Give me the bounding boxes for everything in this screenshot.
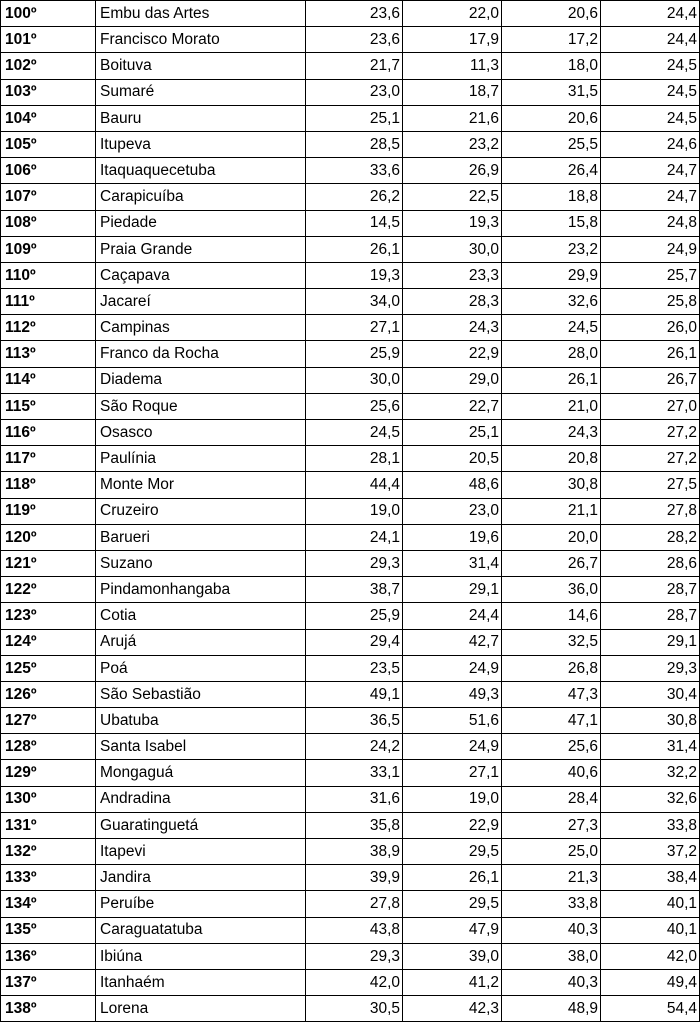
value-cell-1: 23,0	[306, 79, 403, 105]
value-cell-1: 39,9	[306, 865, 403, 891]
value-cell-1: 19,0	[306, 498, 403, 524]
table-row	[1, 472, 700, 498]
rank-cell: 110º	[1, 262, 96, 288]
value-cell-1: 43,8	[306, 917, 403, 943]
table-row	[1, 420, 700, 446]
value-cell-2: 22,9	[403, 812, 502, 838]
value-cell-4: 24,5	[601, 105, 700, 131]
value-cell-4: 31,4	[601, 734, 700, 760]
table-row	[1, 812, 700, 838]
rank-cell: 125º	[1, 655, 96, 681]
rank-cell: 113º	[1, 341, 96, 367]
table-row	[1, 577, 700, 603]
table-row	[1, 524, 700, 550]
rank-cell: 118º	[1, 472, 96, 498]
value-cell-1: 29,3	[306, 550, 403, 576]
city-name-cell: Itapevi	[96, 839, 306, 865]
value-cell-4: 30,8	[601, 708, 700, 734]
table-row	[1, 891, 700, 917]
value-cell-3: 26,8	[502, 655, 601, 681]
value-cell-1: 34,0	[306, 289, 403, 315]
value-cell-4: 28,6	[601, 550, 700, 576]
value-cell-2: 24,9	[403, 655, 502, 681]
rank-cell: 128º	[1, 734, 96, 760]
rank-cell: 114º	[1, 367, 96, 393]
value-cell-1: 19,3	[306, 262, 403, 288]
value-cell-4: 37,2	[601, 839, 700, 865]
value-cell-2: 39,0	[403, 943, 502, 969]
rank-cell: 112º	[1, 315, 96, 341]
value-cell-3: 32,5	[502, 629, 601, 655]
table-row	[1, 27, 700, 53]
value-cell-2: 42,7	[403, 629, 502, 655]
value-cell-2: 22,5	[403, 184, 502, 210]
value-cell-3: 21,3	[502, 865, 601, 891]
value-cell-1: 30,0	[306, 367, 403, 393]
value-cell-3: 28,4	[502, 786, 601, 812]
value-cell-1: 26,2	[306, 184, 403, 210]
table-row	[1, 917, 700, 943]
value-cell-4: 24,7	[601, 184, 700, 210]
value-cell-1: 23,6	[306, 27, 403, 53]
table-row	[1, 996, 700, 1022]
value-cell-2: 11,3	[403, 53, 502, 79]
table-row	[1, 865, 700, 891]
city-name-cell: Campinas	[96, 315, 306, 341]
value-cell-2: 48,6	[403, 472, 502, 498]
table-row	[1, 446, 700, 472]
value-cell-1: 29,3	[306, 943, 403, 969]
rank-cell: 111º	[1, 289, 96, 315]
table-row	[1, 262, 700, 288]
table-row	[1, 655, 700, 681]
table-row	[1, 943, 700, 969]
city-name-cell: Franco da Rocha	[96, 341, 306, 367]
rank-cell: 107º	[1, 184, 96, 210]
city-name-cell: Diadema	[96, 367, 306, 393]
value-cell-3: 28,0	[502, 341, 601, 367]
table-row	[1, 629, 700, 655]
value-cell-2: 31,4	[403, 550, 502, 576]
value-cell-3: 20,6	[502, 105, 601, 131]
table-row	[1, 393, 700, 419]
value-cell-1: 27,1	[306, 315, 403, 341]
value-cell-3: 18,0	[502, 53, 601, 79]
rank-cell: 126º	[1, 681, 96, 707]
table-row	[1, 184, 700, 210]
value-cell-3: 25,0	[502, 839, 601, 865]
value-cell-4: 49,4	[601, 969, 700, 995]
value-cell-2: 21,6	[403, 105, 502, 131]
table-row	[1, 210, 700, 236]
value-cell-2: 25,1	[403, 420, 502, 446]
city-name-cell: São Roque	[96, 393, 306, 419]
value-cell-2: 19,0	[403, 786, 502, 812]
value-cell-4: 28,7	[601, 603, 700, 629]
value-cell-2: 29,5	[403, 891, 502, 917]
city-name-cell: Jacareí	[96, 289, 306, 315]
city-name-cell: Caçapava	[96, 262, 306, 288]
value-cell-2: 29,0	[403, 367, 502, 393]
city-name-cell: Ibiúna	[96, 943, 306, 969]
city-name-cell: Barueri	[96, 524, 306, 550]
rank-cell: 121º	[1, 550, 96, 576]
value-cell-1: 42,0	[306, 969, 403, 995]
table-row	[1, 734, 700, 760]
value-cell-4: 30,4	[601, 681, 700, 707]
value-cell-4: 28,2	[601, 524, 700, 550]
rank-cell: 103º	[1, 79, 96, 105]
value-cell-2: 49,3	[403, 681, 502, 707]
city-name-cell: Boituva	[96, 53, 306, 79]
rank-cell: 138º	[1, 996, 96, 1022]
value-cell-3: 31,5	[502, 79, 601, 105]
value-cell-1: 44,4	[306, 472, 403, 498]
table-row	[1, 760, 700, 786]
value-cell-4: 42,0	[601, 943, 700, 969]
value-cell-2: 20,5	[403, 446, 502, 472]
value-cell-1: 24,1	[306, 524, 403, 550]
value-cell-4: 24,4	[601, 27, 700, 53]
value-cell-4: 24,6	[601, 131, 700, 157]
value-cell-4: 40,1	[601, 891, 700, 917]
value-cell-2: 29,5	[403, 839, 502, 865]
value-cell-1: 35,8	[306, 812, 403, 838]
value-cell-3: 27,3	[502, 812, 601, 838]
value-cell-1: 25,9	[306, 603, 403, 629]
value-cell-1: 28,1	[306, 446, 403, 472]
rank-cell: 134º	[1, 891, 96, 917]
city-name-cell: Bauru	[96, 105, 306, 131]
value-cell-2: 22,0	[403, 1, 502, 27]
city-name-cell: Itupeva	[96, 131, 306, 157]
table-row	[1, 53, 700, 79]
value-cell-3: 26,7	[502, 550, 601, 576]
value-cell-4: 25,8	[601, 289, 700, 315]
value-cell-1: 24,5	[306, 420, 403, 446]
value-cell-1: 36,5	[306, 708, 403, 734]
value-cell-3: 38,0	[502, 943, 601, 969]
city-name-cell: Praia Grande	[96, 236, 306, 262]
value-cell-3: 32,6	[502, 289, 601, 315]
city-name-cell: Monte Mor	[96, 472, 306, 498]
value-cell-3: 24,3	[502, 420, 601, 446]
rank-cell: 130º	[1, 786, 96, 812]
value-cell-2: 19,6	[403, 524, 502, 550]
value-cell-4: 24,7	[601, 158, 700, 184]
rank-cell: 101º	[1, 27, 96, 53]
value-cell-1: 49,1	[306, 681, 403, 707]
value-cell-3: 24,5	[502, 315, 601, 341]
city-name-cell: Cruzeiro	[96, 498, 306, 524]
value-cell-1: 25,9	[306, 341, 403, 367]
city-name-cell: Jandira	[96, 865, 306, 891]
table-row	[1, 315, 700, 341]
value-cell-2: 26,1	[403, 865, 502, 891]
value-cell-2: 30,0	[403, 236, 502, 262]
rank-cell: 120º	[1, 524, 96, 550]
value-cell-1: 29,4	[306, 629, 403, 655]
value-cell-3: 48,9	[502, 996, 601, 1022]
value-cell-2: 23,0	[403, 498, 502, 524]
value-cell-2: 24,9	[403, 734, 502, 760]
rank-cell: 127º	[1, 708, 96, 734]
value-cell-4: 38,4	[601, 865, 700, 891]
value-cell-1: 25,1	[306, 105, 403, 131]
value-cell-4: 33,8	[601, 812, 700, 838]
ranking-table-body	[1, 1, 700, 1022]
value-cell-2: 28,3	[403, 289, 502, 315]
table-row	[1, 131, 700, 157]
value-cell-4: 24,9	[601, 236, 700, 262]
rank-cell: 129º	[1, 760, 96, 786]
value-cell-3: 47,1	[502, 708, 601, 734]
table-row	[1, 786, 700, 812]
city-name-cell: Peruíbe	[96, 891, 306, 917]
table-row	[1, 367, 700, 393]
city-name-cell: Caraguatatuba	[96, 917, 306, 943]
value-cell-3: 33,8	[502, 891, 601, 917]
value-cell-3: 20,0	[502, 524, 601, 550]
value-cell-2: 26,9	[403, 158, 502, 184]
rank-cell: 133º	[1, 865, 96, 891]
value-cell-3: 40,3	[502, 917, 601, 943]
value-cell-2: 23,3	[403, 262, 502, 288]
table-row	[1, 681, 700, 707]
value-cell-2: 23,2	[403, 131, 502, 157]
value-cell-3: 15,8	[502, 210, 601, 236]
table-row	[1, 341, 700, 367]
value-cell-4: 54,4	[601, 996, 700, 1022]
value-cell-1: 28,5	[306, 131, 403, 157]
value-cell-1: 33,6	[306, 158, 403, 184]
value-cell-4: 27,2	[601, 446, 700, 472]
value-cell-2: 17,9	[403, 27, 502, 53]
value-cell-4: 24,8	[601, 210, 700, 236]
city-name-cell: Lorena	[96, 996, 306, 1022]
table-row	[1, 158, 700, 184]
value-cell-2: 27,1	[403, 760, 502, 786]
value-cell-3: 21,0	[502, 393, 601, 419]
value-cell-2: 47,9	[403, 917, 502, 943]
value-cell-1: 30,5	[306, 996, 403, 1022]
rank-cell: 116º	[1, 420, 96, 446]
table-row	[1, 289, 700, 315]
city-name-cell: Santa Isabel	[96, 734, 306, 760]
value-cell-4: 28,7	[601, 577, 700, 603]
value-cell-4: 24,5	[601, 53, 700, 79]
value-cell-2: 24,3	[403, 315, 502, 341]
value-cell-3: 30,8	[502, 472, 601, 498]
value-cell-2: 22,9	[403, 341, 502, 367]
value-cell-4: 32,6	[601, 786, 700, 812]
rank-cell: 105º	[1, 131, 96, 157]
value-cell-1: 23,6	[306, 1, 403, 27]
city-name-cell: Embu das Artes	[96, 1, 306, 27]
value-cell-3: 29,9	[502, 262, 601, 288]
value-cell-4: 32,2	[601, 760, 700, 786]
value-cell-2: 22,7	[403, 393, 502, 419]
value-cell-4: 24,4	[601, 1, 700, 27]
city-name-cell: Itaquaquecetuba	[96, 158, 306, 184]
value-cell-1: 23,5	[306, 655, 403, 681]
city-name-cell: São Sebastião	[96, 681, 306, 707]
value-cell-3: 23,2	[502, 236, 601, 262]
value-cell-1: 24,2	[306, 734, 403, 760]
table-row	[1, 550, 700, 576]
value-cell-1: 38,9	[306, 839, 403, 865]
rank-cell: 136º	[1, 943, 96, 969]
value-cell-2: 18,7	[403, 79, 502, 105]
city-name-cell: Osasco	[96, 420, 306, 446]
rank-cell: 132º	[1, 839, 96, 865]
value-cell-2: 19,3	[403, 210, 502, 236]
rank-cell: 109º	[1, 236, 96, 262]
rank-cell: 106º	[1, 158, 96, 184]
rank-cell: 104º	[1, 105, 96, 131]
city-name-cell: Ubatuba	[96, 708, 306, 734]
city-name-cell: Guaratinguetá	[96, 812, 306, 838]
value-cell-4: 26,0	[601, 315, 700, 341]
value-cell-3: 18,8	[502, 184, 601, 210]
rank-cell: 119º	[1, 498, 96, 524]
value-cell-4: 27,0	[601, 393, 700, 419]
city-name-cell: Piedade	[96, 210, 306, 236]
rank-cell: 131º	[1, 812, 96, 838]
value-cell-3: 26,4	[502, 158, 601, 184]
value-cell-1: 38,7	[306, 577, 403, 603]
value-cell-3: 21,1	[502, 498, 601, 524]
city-name-cell: Cotia	[96, 603, 306, 629]
value-cell-4: 26,7	[601, 367, 700, 393]
value-cell-3: 17,2	[502, 27, 601, 53]
value-cell-3: 47,3	[502, 681, 601, 707]
value-cell-4: 29,3	[601, 655, 700, 681]
city-name-cell: Mongaguá	[96, 760, 306, 786]
value-cell-3: 20,8	[502, 446, 601, 472]
value-cell-4: 40,1	[601, 917, 700, 943]
rank-cell: 117º	[1, 446, 96, 472]
city-name-cell: Itanhaém	[96, 969, 306, 995]
value-cell-1: 31,6	[306, 786, 403, 812]
value-cell-2: 41,2	[403, 969, 502, 995]
rank-cell: 100º	[1, 1, 96, 27]
value-cell-3: 20,6	[502, 1, 601, 27]
rank-cell: 137º	[1, 969, 96, 995]
city-name-cell: Sumaré	[96, 79, 306, 105]
table-row	[1, 1, 700, 27]
table-row	[1, 708, 700, 734]
value-cell-4: 24,5	[601, 79, 700, 105]
city-name-cell: Poá	[96, 655, 306, 681]
rank-cell: 108º	[1, 210, 96, 236]
value-cell-4: 25,7	[601, 262, 700, 288]
value-cell-3: 40,6	[502, 760, 601, 786]
rank-cell: 122º	[1, 577, 96, 603]
table-row	[1, 969, 700, 995]
value-cell-2: 24,4	[403, 603, 502, 629]
rank-cell: 135º	[1, 917, 96, 943]
rank-cell: 102º	[1, 53, 96, 79]
city-name-cell: Francisco Morato	[96, 27, 306, 53]
value-cell-3: 36,0	[502, 577, 601, 603]
value-cell-4: 26,1	[601, 341, 700, 367]
value-cell-1: 14,5	[306, 210, 403, 236]
city-name-cell: Suzano	[96, 550, 306, 576]
value-cell-3: 40,3	[502, 969, 601, 995]
city-name-cell: Andradina	[96, 786, 306, 812]
value-cell-4: 27,8	[601, 498, 700, 524]
value-cell-1: 21,7	[306, 53, 403, 79]
value-cell-3: 25,6	[502, 734, 601, 760]
value-cell-2: 42,3	[403, 996, 502, 1022]
value-cell-2: 51,6	[403, 708, 502, 734]
rank-cell: 115º	[1, 393, 96, 419]
rank-cell: 124º	[1, 629, 96, 655]
table-row	[1, 105, 700, 131]
city-name-cell: Carapicuíba	[96, 184, 306, 210]
table-row	[1, 79, 700, 105]
table-row	[1, 498, 700, 524]
value-cell-3: 26,1	[502, 367, 601, 393]
city-name-cell: Pindamonhangaba	[96, 577, 306, 603]
table-row	[1, 236, 700, 262]
value-cell-1: 25,6	[306, 393, 403, 419]
city-name-cell: Arujá	[96, 629, 306, 655]
table-row	[1, 839, 700, 865]
rank-cell: 123º	[1, 603, 96, 629]
value-cell-1: 26,1	[306, 236, 403, 262]
value-cell-4: 29,1	[601, 629, 700, 655]
value-cell-3: 14,6	[502, 603, 601, 629]
value-cell-3: 25,5	[502, 131, 601, 157]
city-name-cell: Paulínia	[96, 446, 306, 472]
value-cell-4: 27,2	[601, 420, 700, 446]
table-row	[1, 603, 700, 629]
value-cell-1: 33,1	[306, 760, 403, 786]
value-cell-2: 29,1	[403, 577, 502, 603]
value-cell-1: 27,8	[306, 891, 403, 917]
value-cell-4: 27,5	[601, 472, 700, 498]
